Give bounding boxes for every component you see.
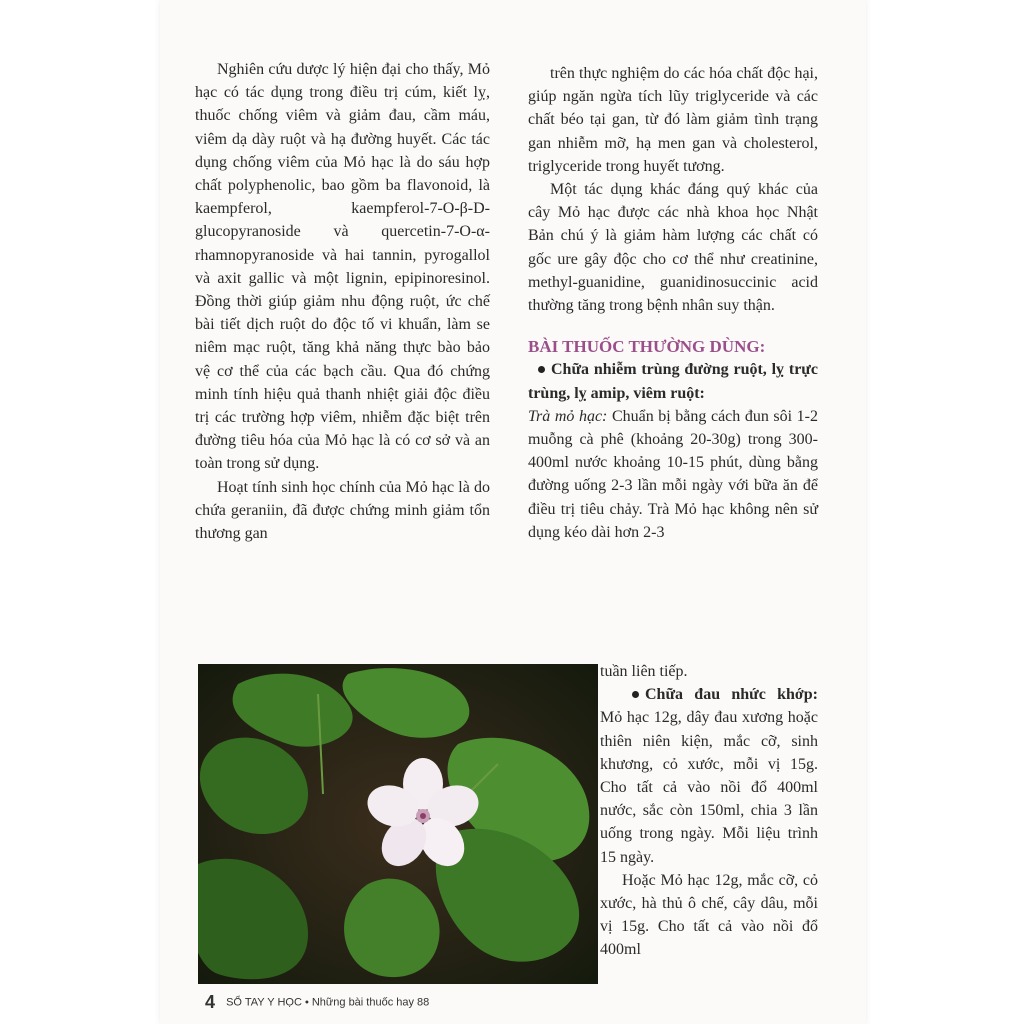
page-footer — [205, 992, 429, 1013]
bullet-icon — [632, 691, 639, 698]
paragraph: Hoạt tính sinh học chính của Mỏ hạc là do chứa geraniin, đã được chứng minh giảm tổn thương gan — [195, 478, 490, 543]
right-column — [528, 62, 818, 544]
book-page — [160, 0, 866, 1024]
paragraph: Nghiên cứu dược lý hiện đại cho thấy, Mỏ hạc có tác dụng trong điều trị cúm, kiết lỵ, thuốc chống viêm và giảm đau, cầm máu, viêm dạ dày ruột và hạ đường huyết. Các tác dụng chống viêm của Mỏ hạc là do sáu hợp chất polyphenolic, bao gồm ba flavonoid, là kaempferol, kaempferol-7-O-β-D-glucopyranoside và quercetin-7-O-α-rhamnopyranoside và hai tannin, pyrogallol và axit gallic và một lignin, epipinoresinol. Đồng thời giúp giảm nhu động ruột, ức chế bài tiết dịch ruột do độc tố vi khuẩn, làm se niêm mạc ruột, tăng khả năng thực bào bảo vệ cơ thể của các bạch cầu. Qua đó chứng minh tính hiệu quả thanh nhiệt giải độc điều trị các trường hợp viêm, nhiễm đặc biệt trên đường tiêu hóa của Mỏ hạc là có cơ sở và an toàn trong sử dụng. — [195, 61, 490, 473]
geranium-flower-photo — [198, 664, 598, 984]
remedy-label: Trà mỏ hạc: — [528, 407, 608, 425]
remedy-text: Hoặc Mỏ hạc 12g, mắc cỡ, cỏ xước, hà thủ ô chế, cây dâu, mỗi vị 15g. Cho tất cả vào nồi đổ 400ml — [600, 871, 818, 959]
page-number: 4 — [205, 992, 216, 1012]
remedy-title-text: Chữa nhiễm trùng đường ruột, lỵ trực trùng, lỵ amip, viêm ruột: — [528, 361, 818, 402]
remedy-text — [528, 405, 818, 544]
book-series-title: SỔ TAY Y HỌC • Những bài thuốc hay 88 — [226, 996, 430, 1009]
section-heading: BÀI THUỐC THƯỜNG DÙNG: — [528, 337, 766, 357]
remedy-body: Chuẩn bị bằng cách đun sôi 1-2 muỗng cà phê (khoảng 20-30g) trong 300-400ml nước khoảng 10-15 phút, dùng bằng đường uống 2-3 lần mỗi ngày với bữa ăn để điều trị tiêu chảy. Trà Mỏ hạc không nên sử dụng kéo dài hơn 2-3 — [528, 407, 818, 541]
remedy-title — [528, 358, 818, 404]
paragraph: Một tác dụng khác đáng quý khác của cây Mỏ hạc được các nhà khoa học Nhật Bản chú ý là giảm hàm lượng các chất có gốc ure gây độc cho cơ thể như creatinine, methyl-guanidine, guanidinosuccinic acid thường tăng trong bệnh nhân suy thận. — [528, 181, 818, 315]
paragraph: trên thực nghiệm do các hóa chất độc hại, giúp ngăn ngừa tích lũy triglyceride và các chất béo tại gan, từ đó làm giảm tình trạng gan nhiễm mỡ, hạ men gan và cholesterol, triglyceride trong huyết tương. — [528, 65, 818, 175]
remedy-title-text: Chữa đau nhức khớp: — [645, 686, 818, 704]
flower-illustration — [198, 664, 598, 984]
right-column-wrap — [600, 660, 818, 962]
bullet-icon — [538, 366, 545, 373]
left-column — [195, 58, 490, 545]
remedy-body: Mỏ hạc 12g, dây đau xương hoặc thiên niên kiện, mắc cỡ, sinh khương, cỏ xước, mỗi vị 15g. Cho tất cả vào nồi đổ 400ml nước, sắc còn 150ml, chia 3 lần uống trong ngày. Mỗi liệu trình 15 ngày. — [600, 709, 818, 866]
remedy-tail: tuần liên tiếp. — [600, 663, 688, 680]
remedy-text — [600, 683, 818, 869]
